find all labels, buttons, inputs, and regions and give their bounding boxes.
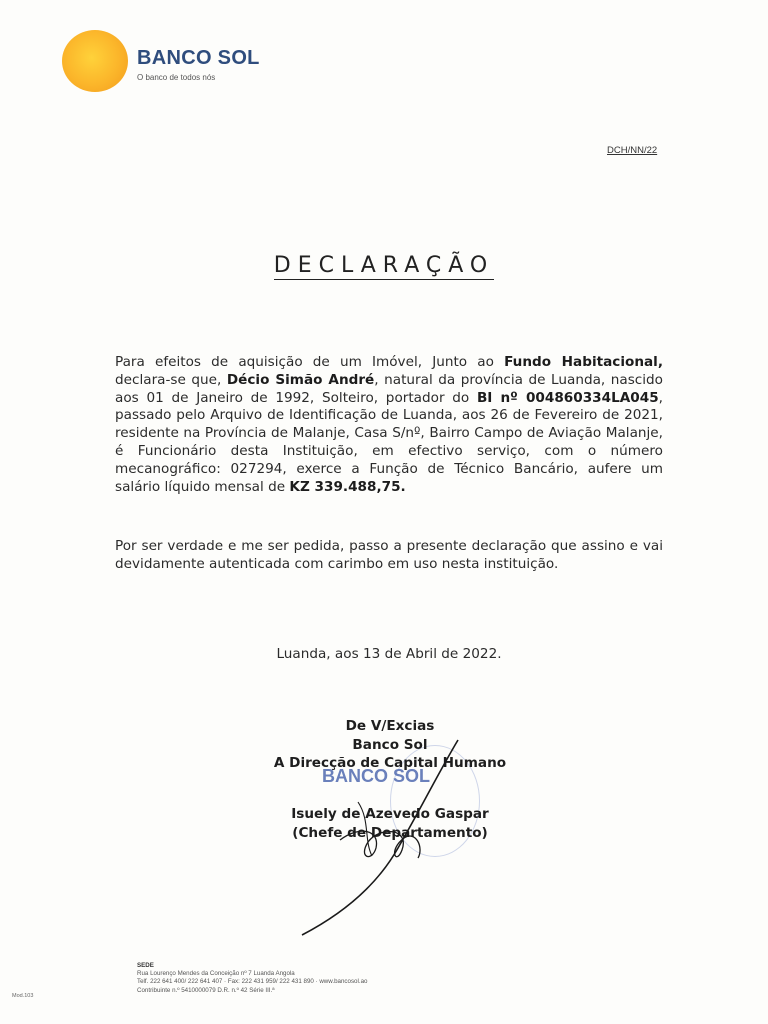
form-code: Mod.103 <box>12 993 34 999</box>
sun-logo-icon <box>62 30 128 92</box>
footer-taxpayer: Contribuinte n.º 5410000079 D.R. n.º 42 Série III.ª <box>137 986 275 994</box>
footer-contacts: Telf. 222 641 400/ 222 641 407 · Fax: 222 431 959/ 222 431 890 · www.bancosol.ao <box>137 978 368 986</box>
paragraph-text: Para efeitos de aquisição de um Imóvel, Junto ao <box>115 354 505 370</box>
id-number: BI nº 004860334LA045 <box>476 389 659 406</box>
employee-name: Décio Simão André <box>226 371 375 388</box>
footer <box>137 962 367 995</box>
bank-stamp: BANCO SOL <box>322 766 430 786</box>
salary-amount: KZ 339.488,75. <box>289 478 406 495</box>
closing-paragraph: Por ser verdade e me ser pedida, passo a presente declaração que assino e vai devidamente autenticada com carimbo em uso nesta instituição. <box>115 538 663 572</box>
paragraph-text: declara-se que, <box>115 371 227 388</box>
signatory-role: (Chefe de Departamento) <box>292 824 488 841</box>
paragraph-text: , passado pelo Arquivo de Identificação de Luanda, aos 26 de Fevereiro de 2021, residente na Província de Malanje, Casa S/nº, Bairro Campo de Aviação Malanje, é Funcionário desta Instituição, em efectivo serviço, com o número mecanográfico: 027294, exerce a Função de Técnico Bancário, aufere um salário líquido mensal de <box>115 389 663 495</box>
declaration-paragraph <box>115 354 663 496</box>
document-title <box>0 253 768 278</box>
signatory-name: Isuely de Azevedo Gaspar <box>291 806 489 822</box>
fund-name: Fundo Habitacional, <box>504 354 664 370</box>
paragraph-text: , natural da província de Luanda, nascido aos 01 de Janeiro de 1992, Solteiro, portador do <box>115 371 663 406</box>
salutation: De V/Excias <box>345 718 435 734</box>
footer-address: Rua Lourenço Mendes da Conceição nº 7 Luanda Angola <box>137 970 295 978</box>
document-reference: DCH/NN/22 <box>607 145 658 156</box>
date-line: Luanda, aos 13 de Abril de 2022. <box>276 646 502 662</box>
department-name: A Direcção de Capital Humano <box>273 755 507 771</box>
bank-name: BANCO SOL <box>137 47 260 69</box>
document-title-text: DECLARAÇÃO <box>273 253 495 278</box>
bank-tagline: O banco de todos nós <box>137 73 216 82</box>
institution-name: Banco Sol <box>352 736 428 753</box>
handwritten-signature <box>280 730 480 940</box>
footer-heading: SEDE <box>137 962 154 969</box>
